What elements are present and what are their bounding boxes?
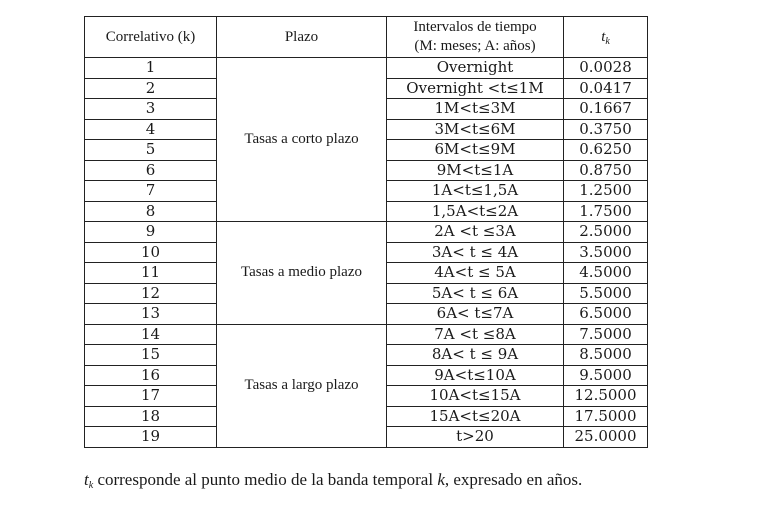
cell-correlativo: 8	[85, 201, 217, 222]
header-row	[85, 17, 648, 58]
cell-tk: 0.1667	[564, 99, 648, 120]
cell-intervalo: Overnight <t≤1M	[387, 78, 564, 99]
cell-intervalo: 7A <t ≤8A	[387, 324, 564, 345]
header-correlativo: Correlativo (k)	[85, 17, 217, 58]
time-bands-table	[84, 16, 648, 448]
cell-tk: 0.0417	[564, 78, 648, 99]
cell-plazo-group: Tasas a corto plazo	[217, 58, 387, 222]
cell-intervalo: 5A< t ≤ 6A	[387, 283, 564, 304]
cell-tk: 0.8750	[564, 160, 648, 181]
table-row	[85, 58, 648, 79]
header-tk	[564, 17, 648, 58]
footnote-text-2: , expresado en años.	[444, 470, 583, 489]
cell-intervalo: 3M<t≤6M	[387, 119, 564, 140]
header-intervalos-line2: (M: meses; A: años)	[414, 38, 536, 54]
cell-correlativo: 9	[85, 222, 217, 243]
cell-correlativo: 7	[85, 181, 217, 202]
cell-correlativo: 11	[85, 263, 217, 284]
cell-tk: 5.5000	[564, 283, 648, 304]
cell-intervalo: 9M<t≤1A	[387, 160, 564, 181]
cell-intervalo: 1M<t≤3M	[387, 99, 564, 120]
cell-correlativo: 10	[85, 242, 217, 263]
cell-correlativo: 18	[85, 406, 217, 427]
cell-correlativo: 17	[85, 386, 217, 407]
cell-correlativo: 15	[85, 345, 217, 366]
cell-tk: 25.0000	[564, 427, 648, 448]
header-intervalos	[387, 17, 564, 58]
cell-intervalo: 15A<t≤20A	[387, 406, 564, 427]
cell-intervalo: 6A< t≤7A	[387, 304, 564, 325]
cell-correlativo: 12	[85, 283, 217, 304]
header-tk-letter: t	[601, 28, 606, 45]
footnote-k: k	[437, 470, 445, 489]
cell-tk: 3.5000	[564, 242, 648, 263]
table-row	[85, 222, 648, 243]
cell-tk: 4.5000	[564, 263, 648, 284]
header-intervalos-line1: Intervalos de tiempo	[413, 19, 537, 35]
header-tk-subscript: k	[605, 35, 610, 47]
cell-tk: 17.5000	[564, 406, 648, 427]
cell-tk: 9.5000	[564, 365, 648, 386]
cell-tk: 7.5000	[564, 324, 648, 345]
cell-plazo-group: Tasas a largo plazo	[217, 324, 387, 447]
cell-intervalo: Overnight	[387, 58, 564, 79]
footnote-symbol-subscript: k	[88, 480, 94, 491]
cell-correlativo: 2	[85, 78, 217, 99]
footnote-symbol	[84, 470, 93, 489]
cell-intervalo: t>20	[387, 427, 564, 448]
cell-correlativo: 4	[85, 119, 217, 140]
cell-correlativo: 3	[85, 99, 217, 120]
cell-intervalo: 4A<t ≤ 5A	[387, 263, 564, 284]
cell-tk: 6.5000	[564, 304, 648, 325]
cell-intervalo: 10A<t≤15A	[387, 386, 564, 407]
cell-correlativo: 6	[85, 160, 217, 181]
cell-intervalo: 1,5A<t≤2A	[387, 201, 564, 222]
cell-intervalo: 2A <t ≤3A	[387, 222, 564, 243]
cell-tk: 8.5000	[564, 345, 648, 366]
cell-correlativo: 13	[85, 304, 217, 325]
cell-intervalo: 3A< t ≤ 4A	[387, 242, 564, 263]
header-tk-symbol	[601, 29, 610, 45]
cell-tk: 0.6250	[564, 140, 648, 161]
cell-intervalo: 9A<t≤10A	[387, 365, 564, 386]
cell-intervalo: 6M<t≤9M	[387, 140, 564, 161]
footnote	[84, 470, 582, 490]
header-plazo: Plazo	[217, 17, 387, 58]
table-body	[85, 58, 648, 448]
cell-tk: 2.5000	[564, 222, 648, 243]
cell-tk: 0.3750	[564, 119, 648, 140]
cell-correlativo: 1	[85, 58, 217, 79]
cell-intervalo: 1A<t≤1,5A	[387, 181, 564, 202]
cell-plazo-group: Tasas a medio plazo	[217, 222, 387, 325]
cell-correlativo: 14	[85, 324, 217, 345]
footnote-text-1: corresponde al punto medio de la banda temporal	[93, 470, 438, 489]
cell-correlativo: 5	[85, 140, 217, 161]
cell-tk: 0.0028	[564, 58, 648, 79]
cell-correlativo: 19	[85, 427, 217, 448]
cell-intervalo: 8A< t ≤ 9A	[387, 345, 564, 366]
footnote-symbol-letter: t	[84, 470, 89, 489]
table-row	[85, 324, 648, 345]
cell-tk: 1.2500	[564, 181, 648, 202]
cell-tk: 12.5000	[564, 386, 648, 407]
cell-correlativo: 16	[85, 365, 217, 386]
cell-tk: 1.7500	[564, 201, 648, 222]
